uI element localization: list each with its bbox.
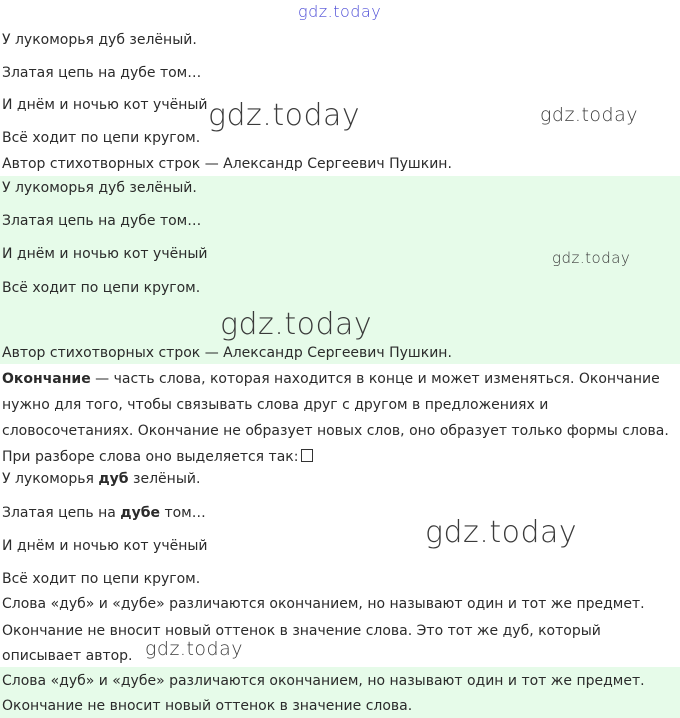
poem-line-2: Златая цепь на дубе том… xyxy=(2,65,202,81)
text: зелёный. xyxy=(128,471,201,487)
text: Златая цепь на xyxy=(2,505,121,521)
definition-paragraph xyxy=(2,366,678,470)
watermark: gdz.today xyxy=(552,249,631,267)
poem-line-4: Всё ходит по цепи кругом. xyxy=(2,571,201,587)
text: У лукоморья xyxy=(2,471,99,487)
watermark: gdz.today xyxy=(425,515,578,550)
answer-line-2: Окончание не вносит новый оттенок в значение слова. xyxy=(2,698,413,714)
watermark: gdz.today xyxy=(208,98,361,133)
ending-box-icon xyxy=(301,449,313,462)
bold-word: дуб xyxy=(98,471,129,487)
poem-line-4: Всё ходит по цепи кругом. xyxy=(2,130,201,146)
conclusion-line-2: Окончание не вносит новый оттенок в значение слова. Это тот же дуб, который xyxy=(2,623,601,639)
definition-text: — часть слова, которая находится в конце и может изменяться. Окончание нужно для того, чтобы связывать слова друг с другом в предложениях и словосочетаниях. Окончание не образует новых слов, оно образует только формы слова. При разборе слова оно выделяется так: xyxy=(2,371,669,465)
bold-word: дубе xyxy=(120,505,160,521)
poem-line-1: У лукоморья дуб зелёный. xyxy=(2,32,197,48)
poem-author: Автор стихотворных строк — Александр Сергеевич Пушкин. xyxy=(2,156,452,172)
watermark: gdz.today xyxy=(540,104,638,126)
conclusion-line-1: Слова «дуб» и «дубе» различаются окончанием, но называют один и тот же предмет. xyxy=(2,596,645,612)
poem-line-1: У лукоморья дуб зелёный. xyxy=(2,180,197,196)
watermark: gdz.today xyxy=(145,638,243,660)
definition-term: Окончание xyxy=(2,371,91,387)
answer-line-1: Слова «дуб» и «дубе» различаются окончанием, но называют один и тот же предмет. xyxy=(2,673,645,689)
poem-line-1 xyxy=(2,471,200,487)
conclusion-line-3: описывает автор. xyxy=(2,648,133,664)
text: том… xyxy=(160,505,206,521)
poem-line-3: И днём и ночью кот учёный xyxy=(2,246,208,262)
poem-line-3: И днём и ночью кот учёный xyxy=(2,538,208,554)
poem-author: Автор стихотворных строк — Александр Сергеевич Пушкин. xyxy=(2,345,452,361)
watermark-top: gdz.today xyxy=(298,2,382,21)
poem-line-2 xyxy=(2,505,206,521)
poem-line-2: Златая цепь на дубе том… xyxy=(2,213,202,229)
poem-line-4: Всё ходит по цепи кругом. xyxy=(2,280,201,296)
poem-line-3: И днём и ночью кот учёный xyxy=(2,97,208,113)
watermark: gdz.today xyxy=(220,307,373,342)
